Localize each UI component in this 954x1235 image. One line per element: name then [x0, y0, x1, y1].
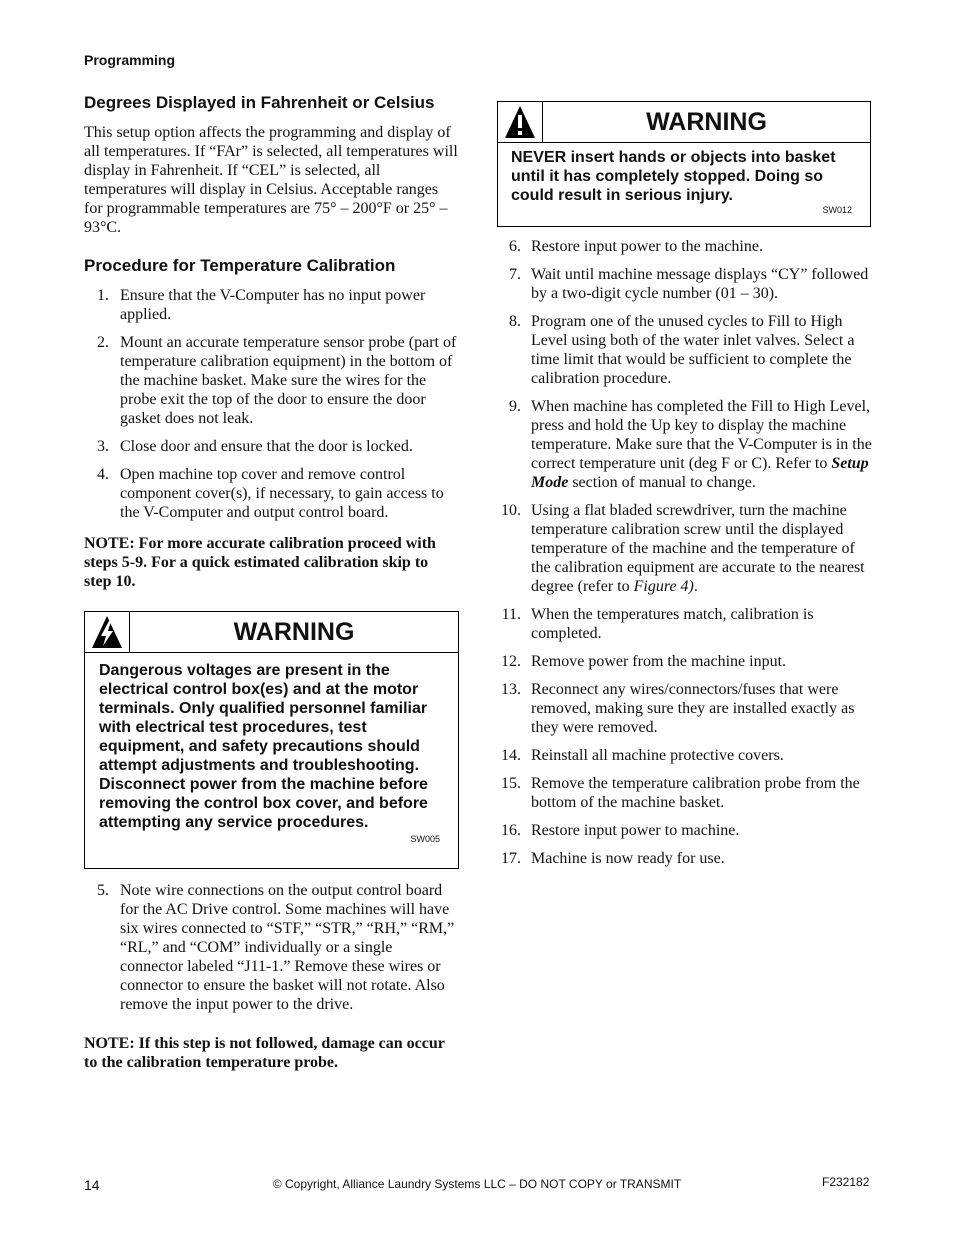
setup-mode-reference: Setup Mode: [531, 455, 869, 491]
step-item: [497, 312, 872, 388]
step-text: Reinstall all machine protective covers.: [531, 747, 784, 764]
step-item: [497, 265, 872, 303]
step-text: Ensure that the V-Computer has no input power applied.: [120, 287, 426, 323]
procedure-heading: Procedure for Temperature Calibration: [84, 256, 396, 275]
step-item: [497, 821, 872, 840]
step-text: Restore input power to the machine.: [531, 238, 763, 255]
general-warning-icon: [498, 102, 543, 142]
right-column: [497, 101, 872, 880]
calibration-note: NOTE: For more accurate calibration proceed with steps 5-9. For a quick estimated calibration skip to step 10.: [84, 535, 436, 590]
step-item: [84, 437, 459, 456]
step-number: 17.: [501, 850, 521, 867]
warning-text: NEVER insert hands or objects into basket until it has completely stopped. Doing so could result in serious injury.: [511, 149, 836, 204]
step-number: 3.: [97, 438, 109, 455]
step-text: Open machine top cover and remove control component cover(s), if necessary, to gain access to the V-Computer and output control board.: [120, 466, 444, 521]
step-item: [84, 333, 459, 428]
section-label: Programming: [84, 52, 176, 68]
step-text: Note wire connections on the output control board for the AC Drive control. Some machines will have six wires connected to “STF,” “STR,” “RH,” “RM,” “RL,” and “COM” individually or a single connector labeled “J11-1.” Remove these wires or connector to ensure the basket will not rotate. Also remove the input power to the drive.: [120, 882, 455, 1013]
step-text: Mount an accurate temperature sensor probe (part of temperature calibration equipment) in the bottom of the machine basket. Make sure the wires for the probe exit the top of the door to ensure the door gasket does not leak.: [120, 334, 457, 427]
step-item: [84, 881, 459, 1014]
step-number: 2.: [97, 334, 109, 351]
electrical-warning-box: [84, 611, 459, 869]
step-item: [497, 746, 872, 765]
step-number: 7.: [509, 266, 521, 283]
warning-code: SW012: [822, 205, 852, 215]
step-number: 10.: [501, 502, 521, 519]
step-text: Remove the temperature calibration probe from the bottom of the machine basket.: [531, 775, 860, 811]
basket-warning-box: [497, 101, 871, 227]
step-text: Wait until machine message displays “CY” followed by a two-digit cycle number (01 – 30).: [531, 266, 869, 302]
steps-list-1-4: [84, 286, 459, 522]
step-item: [497, 237, 872, 256]
page-number: 14: [84, 1177, 100, 1193]
step-text: Reconnect any wires/connectors/fuses that were removed, making sure they are installed exactly as they were removed.: [531, 681, 855, 736]
step-number: 8.: [509, 313, 521, 330]
step-text: Restore input power to machine.: [531, 822, 740, 839]
step-number: 1.: [97, 287, 109, 304]
step-number: 5.: [97, 882, 109, 899]
left-column: [84, 92, 459, 1086]
steps-list-5: [84, 881, 459, 1014]
step-text: Remove power from the machine input.: [531, 653, 787, 670]
warning-text: Dangerous voltages are present in the electrical control box(es) and at the motor terminals. Only qualified personnel familiar with electrical test procedures, test equipment, and safety precautions should attempt adjustments and troubleshooting. Disconnect power from the machine before removing the control box cover, and before attempting any service procedures.: [99, 662, 428, 831]
warning-header: [85, 612, 458, 653]
step-number: 4.: [97, 466, 109, 483]
warning-title: WARNING: [646, 108, 767, 136]
warning-header: [498, 102, 870, 143]
document-number: F232182: [822, 1175, 870, 1189]
step-number: 13.: [501, 681, 521, 698]
step-item: [497, 652, 872, 671]
step-number: 15.: [501, 775, 521, 792]
warning-code: SW005: [410, 834, 440, 844]
step-item: [497, 849, 872, 868]
probe-damage-note: NOTE: If this step is not followed, damage can occur to the calibration temperature probe.: [84, 1035, 445, 1071]
figure-reference: Figure 4): [633, 578, 694, 595]
step-item: [84, 286, 459, 324]
step-text: Close door and ensure that the door is locked.: [120, 438, 413, 455]
copyright-notice: © Copyright, Alliance Laundry Systems LLC – DO NOT COPY or TRANSMIT: [272, 1177, 682, 1191]
degrees-paragraph: This setup option affects the programming and display of all temperatures. If “FAr” is selected, all temperatures will display in Fahrenheit. If “CEL” is selected, all temperatures will display in Celsius. Acceptable ranges for programmable temperatures are 75° – 200°F or 25° – 93°C.: [84, 124, 458, 236]
step-number: 6.: [509, 238, 521, 255]
step-number: 14.: [501, 747, 521, 764]
step-item: [497, 397, 872, 492]
step-item: [497, 774, 872, 812]
step-text: Machine is now ready for use.: [531, 850, 725, 867]
step-number: 9.: [509, 398, 521, 415]
step-item: [497, 605, 872, 643]
steps-list-6-17: [497, 237, 872, 868]
electrical-hazard-icon: [85, 612, 130, 652]
step-text: When machine has completed the Fill to High Level, press and hold the Up key to display the machine temperature. Make sure that the V-Computer is in the correct temperature unit (deg F or C). Refer to Setup Mode section of manual to change.: [531, 398, 872, 491]
step-text: Using a flat bladed screwdriver, turn the machine temperature calibration screw until the displayed temperature of the machine and the temperature of the calibration equipment are accurate to the nearest degree (refer to Figure 4).: [531, 502, 865, 595]
warning-title: WARNING: [233, 618, 355, 646]
step-item: [497, 680, 872, 737]
step-number: 16.: [501, 822, 521, 839]
step-number: 12.: [501, 653, 521, 670]
step-item: [497, 501, 872, 596]
degrees-heading: Degrees Displayed in Fahrenheit or Celsius: [84, 93, 435, 112]
step-text: Program one of the unused cycles to Fill to High Level using both of the water inlet valves. Select a time limit that would be sufficient to complete the calibration procedure.: [531, 313, 855, 387]
step-item: [84, 465, 459, 522]
step-number: 11.: [501, 606, 521, 623]
step-text: When the temperatures match, calibration is completed.: [531, 606, 814, 642]
